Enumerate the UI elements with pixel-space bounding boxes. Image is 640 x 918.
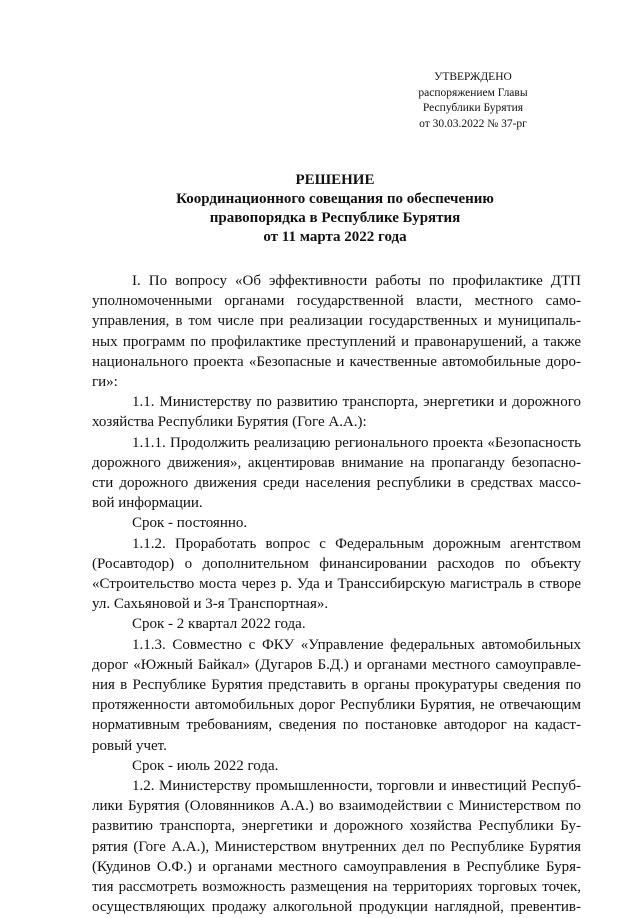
- text-line: 1.1.1. Продолжить реализацию регионального проекта «Безопасность: [132, 434, 581, 451]
- text-line: (Росавтодор) о дополнительном финансировании расходов по объекту: [92, 555, 581, 572]
- text-line: осуществляющих продажу алкогольной продукции наглядной, превентив-: [92, 899, 581, 916]
- text-line: лики Бурятия (Оловянников А.А.) во взаимодействии с Министерством по: [92, 798, 581, 815]
- approval-line-1: УТВЕРЖДЕНО: [434, 71, 512, 83]
- title-line-3: правопорядка в Республике Бурятия: [209, 210, 461, 226]
- text-line: Срок - 2 квартал 2022 года.: [132, 616, 306, 633]
- paragraph-1-1-1: [92, 433, 581, 514]
- text-line: протяженности автомобильных дорог Республики Бурятия, не отвечающим: [92, 697, 581, 714]
- paragraph-1-1-3: [92, 635, 581, 756]
- title-line-1: РЕШЕНИЕ: [295, 172, 375, 188]
- text-line: уполномоченными органами государственной власти, местного само-: [92, 293, 581, 310]
- deadline-3: [92, 756, 581, 776]
- text-line: 1.1.2. Проработать вопрос с Федеральным дорожным агентством: [132, 535, 581, 552]
- text-line: ровый учет.: [92, 737, 167, 754]
- text-line: «Строительство моста через р. Уда и Транссибирскую магистраль в створе: [92, 576, 581, 593]
- deadline-1: [92, 513, 581, 533]
- deadline-2: [92, 614, 581, 634]
- text-line: развитию транспорта, энергетики и дорожного хозяйства Республики Бу-: [92, 818, 581, 835]
- text-line: 1.1. Министерству по развитию транспорта, энергетики и дорожного: [132, 394, 581, 411]
- text-line: Срок - постоянно.: [132, 515, 248, 532]
- text-line: ния в Республике Бурятия представить в органы прокуратуры сведения по: [92, 677, 581, 694]
- text-line: хозяйства Республики Бурятия (Гоге А.А.):: [92, 414, 367, 431]
- paragraph-1-2: [92, 776, 581, 917]
- text-line: нормативным требованиям, сведения по постановке автодорог на кадаст-: [92, 717, 581, 734]
- title-line-4: от 11 марта 2022 года: [263, 229, 407, 245]
- text-line: дорожного движения», акцентировав внимание на пропаганду безопасно-: [92, 454, 581, 471]
- paragraph-1-1-2: [92, 534, 581, 615]
- approval-line-2: распоряжением Главы: [418, 86, 528, 99]
- paragraph-1: [92, 271, 581, 392]
- text-line: ул. Сахьяновой и 3-я Транспортная».: [92, 596, 329, 613]
- text-line: тия рассмотреть возможность размещения на территориях торговых точек,: [92, 879, 581, 896]
- text-line: национального проекта «Безопасные и качественные автомобильные доро-: [92, 353, 581, 370]
- text-line: дорог «Южный Байкал» (Дугаров Б.Д.) и органами местного самоуправле-: [92, 656, 581, 673]
- text-line: ги»:: [92, 374, 118, 391]
- text-line: (Кудинов О.Ф.) и органами местного самоуправления в Республике Буря-: [92, 858, 581, 875]
- paragraph-1-1: [92, 392, 581, 432]
- text-line: 1.2. Министерству промышленности, торговли и инвестиций Респуб-: [132, 778, 581, 795]
- text-line: рятия (Гоге А.А.), Министерством внутренних дел по Республике Бурятия: [92, 838, 581, 855]
- text-line: вой информации.: [92, 495, 203, 512]
- text-line: 1.1.3. Совместно с ФКУ «Управление федеральных автомобильных: [132, 636, 581, 653]
- text-line: I. По вопросу «Об эффективности работы по профилактике ДТП: [132, 273, 581, 289]
- document-title: [90, 171, 580, 247]
- approval-line-3: Республики Бурятия: [422, 102, 524, 114]
- title-line-2: Координационного совещания по обеспечению: [176, 191, 494, 207]
- document-body: [92, 271, 581, 918]
- approval-stamp: [398, 70, 548, 132]
- text-line: сти дорожного движения среди населения республики в средствах массо-: [92, 475, 581, 492]
- text-line: ных программ по профилактике преступлений и правонарушений, а также: [92, 333, 581, 350]
- text-line: управления, в том числе при реализации государственных и муниципаль-: [92, 313, 581, 330]
- approval-line-4: от 30.03.2022 № 37-рг: [419, 117, 527, 130]
- text-line: Срок - июль 2022 года.: [132, 757, 279, 774]
